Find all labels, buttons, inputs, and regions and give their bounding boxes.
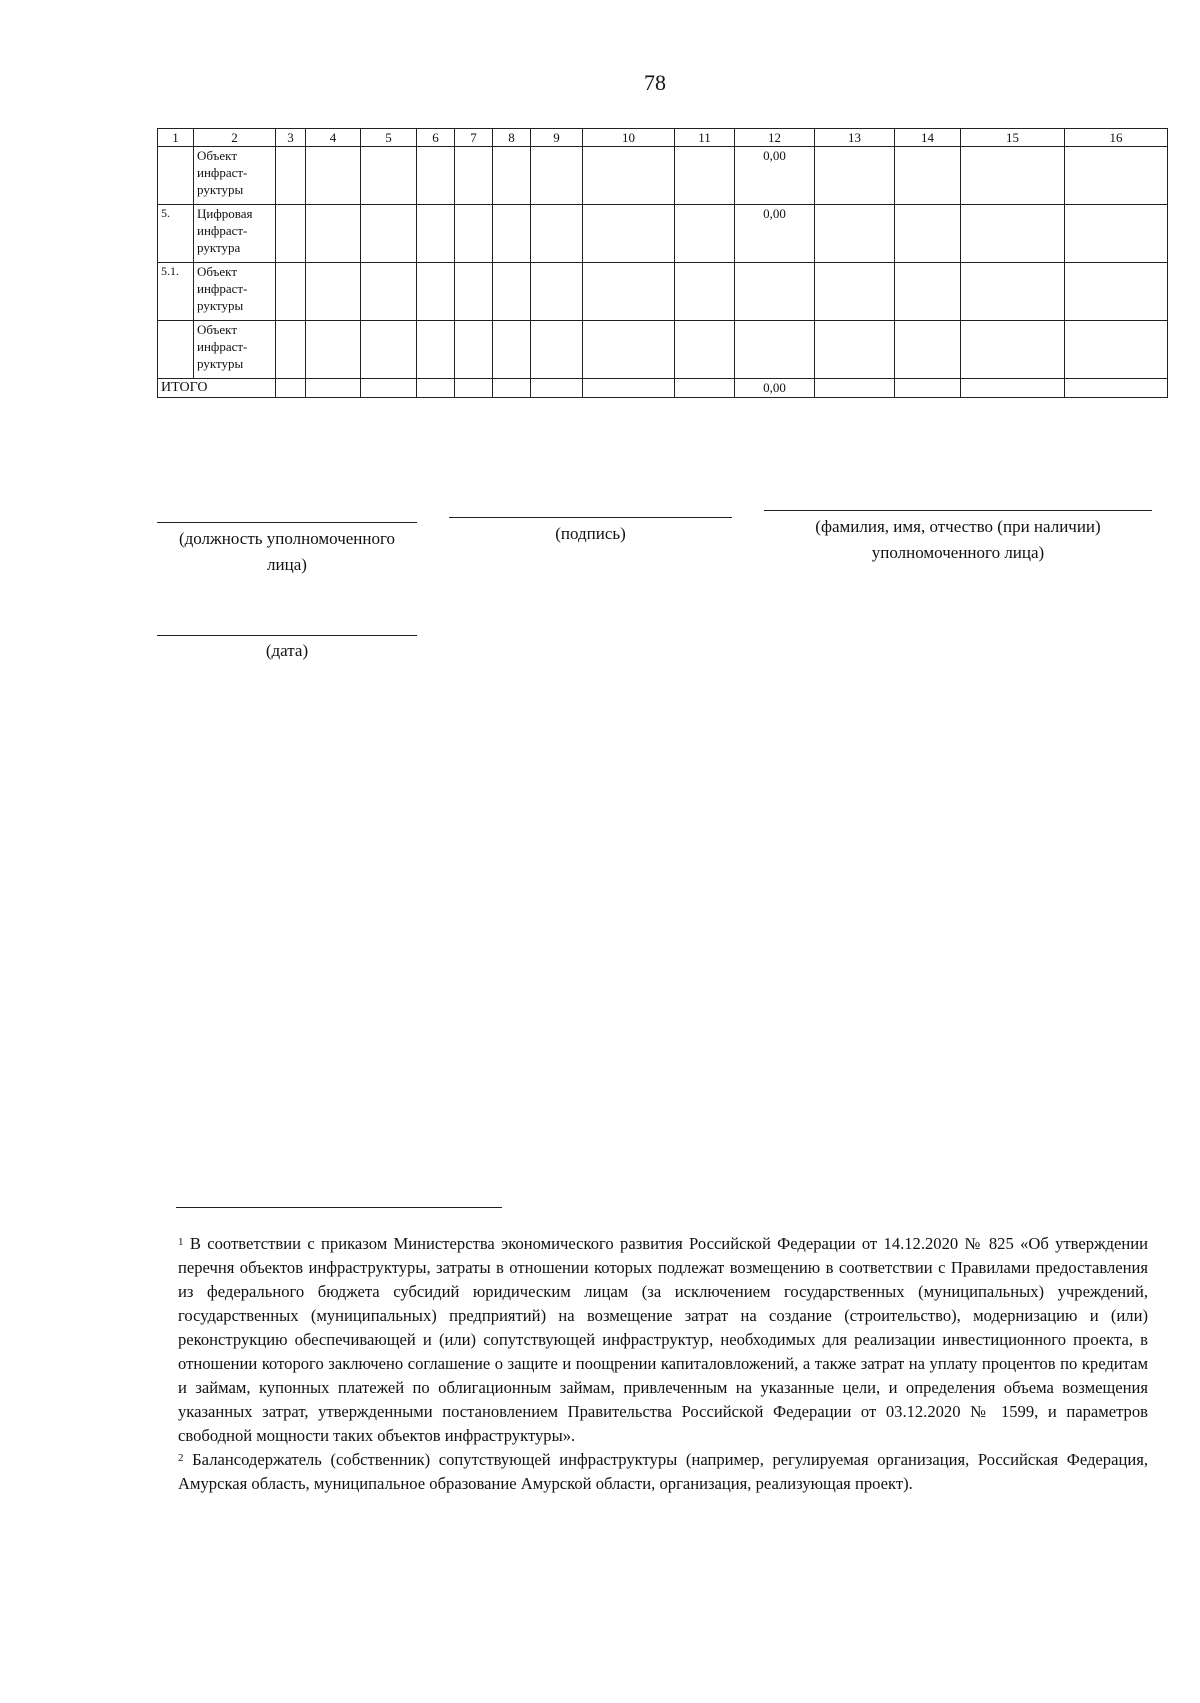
total-label: ИТОГО: [158, 379, 276, 398]
header-cell: 6: [417, 129, 455, 147]
signature-line: [449, 517, 732, 518]
header-cell: 5: [361, 129, 417, 147]
row-name: Объект инфраст- руктуры: [194, 147, 276, 205]
header-cell: 3: [276, 129, 306, 147]
position-caption: (должность уполномоченного лица): [178, 529, 396, 574]
header-cell: 2: [194, 129, 276, 147]
row-value: [735, 321, 815, 379]
page-number: 78: [644, 70, 666, 95]
footnote-1-text: В соответствии с приказом Министерства экономического развития Российской Федерации от 14.12.2020 № 825 «Об утверждении перечня объектов инфраструктуры, затраты в отношении которых подлежат возмещению в соответствии с Правилами предоставления из федерального бюджета субсидий юридическим лицам (за исключением государственных (муниципальных) учреждений, государственных (муниципальных) предприятий) на возмещение затрат на создание (строительство), модернизацию и (или) реконструкцию обеспечивающей и (или) сопутствующей инфраструктур, необходимых для реализации инвестиционного проекта, в отношении которого заключено соглашение о защите и поощрении капиталовложений, а также затрат на уплату процентов по кредитам и займам, купонных платежей по облигационным займам, привлеченным на указанные цели, и определения объема возмещения указанных затрат, утвержденными постановлением Правительства Российской Федерации от 03.12.2020 № 1599, и параметров свободной мощности таких объектов инфраструктуры».: [178, 1234, 1148, 1445]
row-name: Цифровая инфраст- руктура: [194, 205, 276, 263]
total-value: 0,00: [735, 379, 815, 398]
full-name-caption: (фамилия, имя, отчество (при наличии) уполномоченного лица): [815, 517, 1101, 562]
header-cell: 16: [1065, 129, 1168, 147]
row-value: 0,00: [735, 205, 815, 263]
header-cell: 15: [961, 129, 1065, 147]
signature-caption: (подпись): [555, 524, 626, 543]
position-line: [157, 522, 417, 523]
row-value: [735, 263, 815, 321]
row-number: [158, 321, 194, 379]
table-row: [158, 263, 1168, 321]
table-row: [158, 321, 1168, 379]
full-name-line: [764, 510, 1152, 511]
table-header-row: [158, 129, 1168, 147]
header-cell: 1: [158, 129, 194, 147]
row-number: 5.1.: [158, 263, 194, 321]
header-cell: 12: [735, 129, 815, 147]
header-cell: 8: [493, 129, 531, 147]
total-row: [158, 379, 1168, 398]
row-name: Объект инфраст- руктуры: [194, 263, 276, 321]
row-value: 0,00: [735, 147, 815, 205]
header-cell: 11: [675, 129, 735, 147]
footnotes: [178, 1232, 1148, 1496]
footnote-1: [178, 1232, 1148, 1448]
date-line: [157, 635, 417, 636]
header-cell: 10: [583, 129, 675, 147]
header-cell: 4: [306, 129, 361, 147]
table-row: [158, 205, 1168, 263]
date-caption: (дата): [265, 641, 309, 660]
footnote-2-marker: 2: [178, 1452, 184, 1464]
footnote-2-text: Балансодержатель (собственник) сопутствующей инфраструктуры (например, регулируемая организация, Российская Федерация, Амурская область, муниципальное образование Амурской области, организация, реализующая проект).: [178, 1450, 1148, 1493]
header-cell: 9: [531, 129, 583, 147]
row-number: [158, 147, 194, 205]
footnote-2: [178, 1448, 1148, 1496]
infrastructure-table: [157, 128, 1168, 398]
footnote-1-marker: 1: [178, 1236, 184, 1248]
footnote-separator: [176, 1207, 502, 1208]
row-number: 5.: [158, 205, 194, 263]
header-cell: 13: [815, 129, 895, 147]
table-row: [158, 147, 1168, 205]
row-name: Объект инфраст- руктуры: [194, 321, 276, 379]
header-cell: 7: [455, 129, 493, 147]
header-cell: 14: [895, 129, 961, 147]
